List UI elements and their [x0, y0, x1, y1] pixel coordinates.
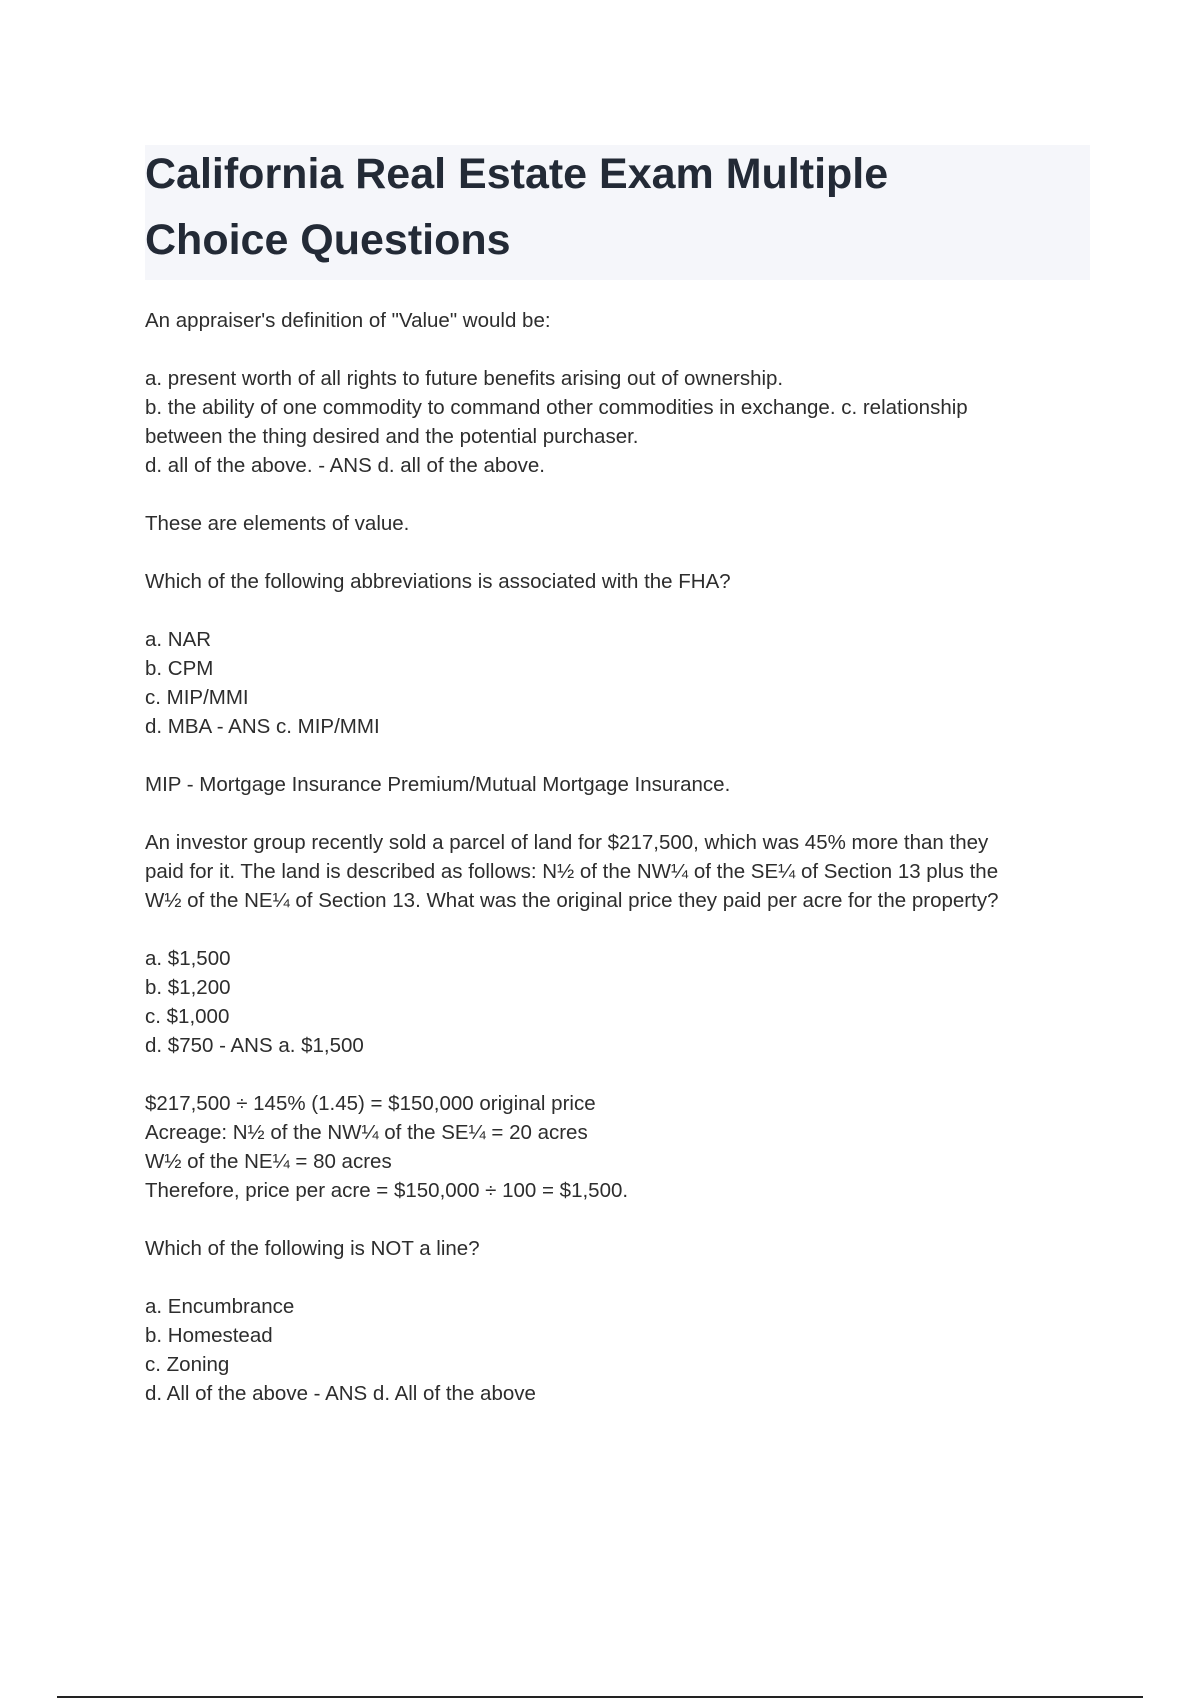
paragraph — [145, 828, 1090, 915]
text-line: b. $1,200 — [145, 976, 231, 999]
page-title-line-1: California Real Estate Exam Multiple — [145, 150, 889, 198]
text-line: Acreage: N½ of the NW¼ of the SE¼ = 20 acres — [145, 1121, 588, 1144]
text-line: a. present worth of all rights to future benefits arising out of ownership. — [145, 367, 784, 390]
paragraph — [145, 625, 1090, 741]
paragraph — [145, 364, 1090, 480]
text-line: b. the ability of one commodity to command other commodities in exchange. c. relationship — [145, 396, 968, 419]
footer-divider — [57, 1696, 1143, 1698]
page-title-line-2: Choice Questions — [145, 216, 511, 264]
text-line: MIP - Mortgage Insurance Premium/Mutual Mortgage Insurance. — [145, 773, 731, 796]
text-line: Which of the following is NOT a line? — [145, 1237, 480, 1260]
text-line: a. $1,500 — [145, 947, 231, 970]
text-line: b. CPM — [145, 657, 214, 680]
text-line: a. NAR — [145, 628, 212, 651]
text-line: An appraiser's definition of "Value" would be: — [145, 309, 551, 332]
text-line: d. all of the above. - ANS d. all of the above. — [145, 454, 546, 477]
text-line: Which of the following abbreviations is associated with the FHA? — [145, 570, 731, 593]
text-line: An investor group recently sold a parcel of land for $217,500, which was 45% more than they — [145, 831, 989, 854]
title-block — [145, 145, 1090, 280]
text-line: d. MBA - ANS c. MIP/MMI — [145, 715, 380, 738]
text-line: $217,500 ÷ 145% (1.45) = $150,000 original price — [145, 1092, 596, 1115]
text-line: d. All of the above - ANS d. All of the above — [145, 1382, 536, 1405]
paragraph — [145, 770, 1090, 799]
text-line: b. Homestead — [145, 1324, 273, 1347]
paragraph — [145, 1089, 1090, 1205]
paragraph — [145, 306, 1090, 335]
text-line: W½ of the NE¼ = 80 acres — [145, 1150, 392, 1173]
paragraph — [145, 944, 1090, 1060]
document-body — [145, 306, 1090, 1437]
text-line: c. Zoning — [145, 1353, 230, 1376]
text-line: c. $1,000 — [145, 1005, 230, 1028]
text-line: c. MIP/MMI — [145, 686, 249, 709]
text-line: a. Encumbrance — [145, 1295, 295, 1318]
paragraph — [145, 509, 1090, 538]
text-line: Therefore, price per acre = $150,000 ÷ 100 = $1,500. — [145, 1179, 629, 1202]
text-line: paid for it. The land is described as follows: N½ of the NW¼ of the SE¼ of Section 13 plus the — [145, 860, 999, 883]
paragraph — [145, 1292, 1090, 1408]
text-line: W½ of the NE¼ of Section 13. What was the original price they paid per acre for the property? — [145, 889, 999, 912]
paragraph — [145, 567, 1090, 596]
text-line: d. $750 - ANS a. $1,500 — [145, 1034, 364, 1057]
text-line: between the thing desired and the potential purchaser. — [145, 425, 639, 448]
text-line: These are elements of value. — [145, 512, 410, 535]
paragraph — [145, 1234, 1090, 1263]
